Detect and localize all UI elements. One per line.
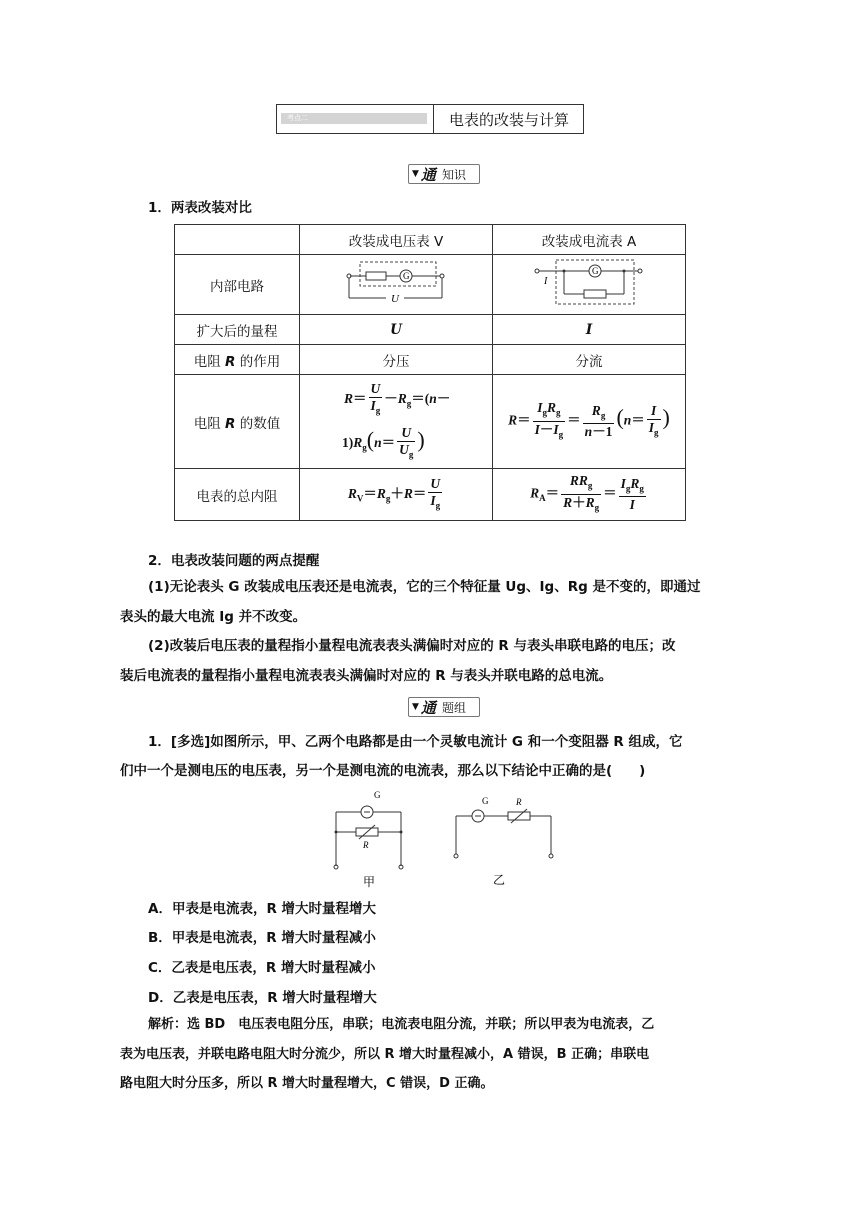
galvanometer-label: G: [592, 265, 599, 276]
option-d[interactable]: D．乙表是电压表，R 增大时量程增大: [148, 990, 377, 1006]
col-header-ammeter: 改装成电流表 A: [493, 225, 686, 255]
circuit-jia: [334, 790, 403, 889]
current-label: I: [544, 275, 548, 287]
tip1-line2: 表头的最大电流 Ig 并不改变。: [120, 609, 307, 625]
analysis-line2: 表为电压表，并联电路电阻大时分流少，所以 R 增大时量程减小，A 错误，B 正确；串联电: [120, 1047, 650, 1062]
badge-mark: 通: [420, 698, 436, 717]
tip2-line1: (2)改装后电压表的量程指小量程电流表表头满偏时对应的 R 与表头串联电路的电压；改: [148, 638, 676, 654]
value-ammeter-formula: R＝ $\frac{I_gR_g}{I-I_g}$ ＝ $\frac{R_g}{n-1}$ (n＝ $\frac{I}{I_g}$ ): [493, 375, 686, 469]
analysis-line1: 解析：选 BD 电压表电阻分压，串联；电流表电阻分流，并联；所以甲表为电流表，乙: [148, 1017, 655, 1032]
section-header: [276, 104, 584, 134]
table-corner: [175, 225, 300, 255]
row-label-value: [175, 375, 300, 469]
range-voltmeter: U: [300, 315, 493, 345]
figure-label-jia: 甲: [363, 875, 376, 889]
rheostat-label: R: [363, 840, 369, 850]
comparison-table: [174, 224, 686, 521]
row-label-role: [175, 345, 300, 375]
row-label-range: 扩大后的量程: [175, 315, 300, 345]
tip1-line1: (1)无论表头 G 改装成电压表还是电流表，它的三个特征量 Ug、Ig、Rg 是不变的，即通过: [148, 579, 701, 595]
total-voltmeter-formula: $R_V=R_g+R=$ $\frac{U}{I_g}$: [300, 469, 493, 521]
badge-text: 题组: [441, 700, 466, 715]
circuit-yi: [454, 796, 553, 887]
row-value-r: R: [225, 415, 236, 432]
badge-text: 知识: [441, 167, 466, 182]
row-role-post: 的作用: [235, 353, 281, 370]
option-b[interactable]: B．甲表是电流表，R 增大时量程减小: [148, 930, 376, 946]
question-line2: 们中一个是测电压的电压表，另一个是测电流的电流表，那么以下结论中正确的是( ): [120, 763, 646, 779]
badge-arrow-icon: ▼: [412, 169, 419, 179]
role-ammeter: 分流: [493, 345, 686, 375]
knowledge-badge: [408, 164, 480, 184]
row-label-total: 电表的总内阻: [175, 469, 300, 521]
col-header-voltmeter: 改装成电压表 V: [300, 225, 493, 255]
row-value-pre: 电阻: [193, 415, 226, 432]
row-value-post: 的数值: [235, 415, 281, 432]
section-divider: [433, 105, 434, 133]
analysis-line3: 路电阻大时分压多，所以 R 增大时量程增大，C 错误，D 正确。: [120, 1076, 494, 1091]
tip2-line2: 装后电流表的量程指小量程电流表表头满偏时对应的 R 与表头并联电路的总电流。: [120, 668, 613, 684]
row-label-circuit: 内部电路: [175, 255, 300, 315]
ammeter-circuit-diagram: [534, 256, 644, 310]
total-ammeter-formula: $R_A=$ $\frac{RR_g}{R+R_g}$ ＝ $\frac{I_gR_g}{I}$: [493, 469, 686, 521]
section-tag-text: 考点二: [287, 114, 308, 122]
role-voltmeter: 分压: [300, 345, 493, 375]
range-ammeter: I: [493, 315, 686, 345]
option-a[interactable]: A．甲表是电流表，R 增大时量程增大: [148, 901, 377, 917]
galvanometer-label: G: [482, 796, 489, 806]
badge-arrow-icon: ▼: [412, 702, 419, 712]
option-c[interactable]: C．乙表是电压表，R 增大时量程减小: [148, 960, 376, 976]
value-voltmeter-formula: R＝ $\frac{U}{I_g}$ $-R_g=(n-$ $1)R_g(n=$ $\frac{U}{U_g}$ ): [300, 375, 493, 469]
heading-comparison: 1．两表改装对比: [148, 200, 252, 216]
question-line1: 1．[多选]如图所示，甲、乙两个电路都是由一个灵敏电流计 G 和一个变阻器 R 组成，它: [148, 734, 683, 750]
question-group-badge: [408, 697, 480, 717]
row-role-pre: 电阻: [193, 353, 226, 370]
heading-tips: 2．电表改装问题的两点提醒: [148, 553, 320, 569]
section-title: 电表的改装与计算: [449, 111, 570, 129]
voltmeter-circuit-diagram: [346, 258, 446, 308]
question-circuit-figures: [326, 786, 566, 890]
voltmeter-circuit-cell: [300, 255, 493, 315]
voltage-label: U: [391, 292, 399, 305]
section-tag: [281, 113, 427, 124]
ammeter-circuit-cell: [493, 255, 686, 315]
figure-label-yi: 乙: [493, 873, 506, 887]
galvanometer-label: G: [403, 270, 410, 281]
badge-mark: 通: [420, 165, 436, 184]
rheostat-label: R: [516, 797, 522, 807]
row-role-r: R: [225, 353, 236, 370]
galvanometer-label: G: [374, 790, 381, 800]
